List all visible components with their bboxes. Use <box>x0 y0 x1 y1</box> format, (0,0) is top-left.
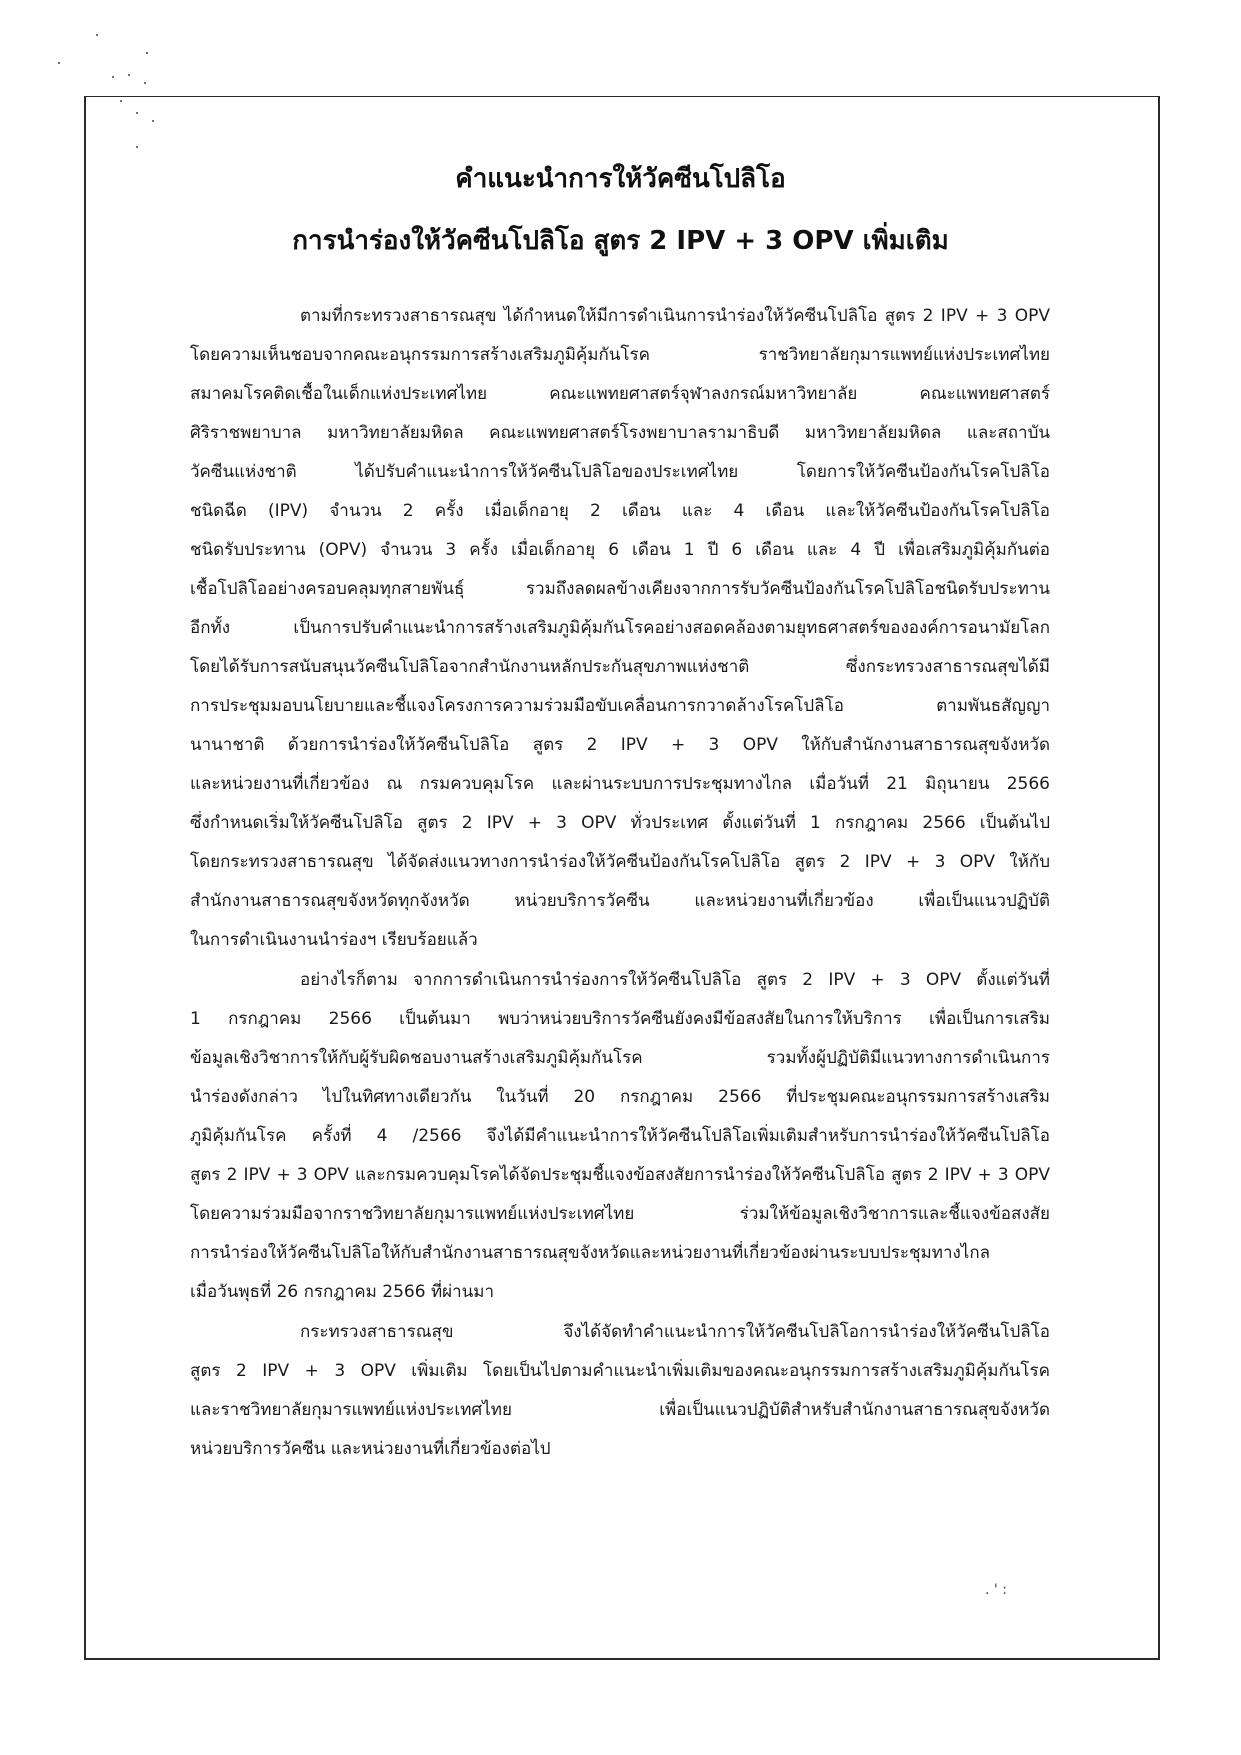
paragraph-2-line: โดยความร่วมมือจากราชวิทยาลัยกุมารแพทย์แห่งประเทศไทย ร่วมให้ข้อมูลเชิงวิชาการและชี้แจงข้อสงสัย <box>190 1204 1050 1224</box>
page-border <box>84 96 1160 1660</box>
paragraph-2-line: อย่างไรก็ตาม จากการดำเนินการนำร่องการให้วัคซีนโปลิโอ สูตร 2 IPV + 3 OPV ตั้งแต่วันที่ <box>300 970 1050 990</box>
paragraph-3-line: หน่วยบริการวัคซีน และหน่วยงานที่เกี่ยวข้องต่อไป <box>190 1439 551 1459</box>
scan-speck <box>58 62 60 64</box>
scan-speck <box>144 82 146 84</box>
paragraph-2-line: ภูมิคุ้มกันโรค ครั้งที่ 4 /2566 จึงได้มีคำแนะนำการให้วัคซีนโปลิโอเพิ่มเติมสำหรับการนำร่องให้วัคซีนโปลิโอ <box>190 1126 1050 1146</box>
paragraph-2-line: 1 กรกฎาคม 2566 เป็นต้นมา พบว่าหน่วยบริการวัคซีนยังคงมีข้อสงสัยในการให้บริการ เพื่อเป็นการเสริม <box>190 1009 1050 1029</box>
paragraph-2-line: การนำร่องให้วัคซีนโปลิโอให้กับสำนักงานสาธารณสุขจังหวัดและหน่วยงานที่เกี่ยวข้องผ่านระบบประชุมทางไกล <box>190 1243 991 1263</box>
paragraph-1-line: นานาชาติ ด้วยการนำร่องให้วัคซีนโปลิโอ สูตร 2 IPV + 3 OPV ให้กับสำนักงานสาธารณสุขจังหวัด <box>190 735 1050 755</box>
paragraph-1-line: การประชุมมอบนโยบายและชี้แจงโครงการความร่วมมือขับเคลื่อนการกวาดล้างโรคโปลิโอ ตามพันธสัญญา <box>190 696 1050 716</box>
paragraph-1-line: อีกทั้ง เป็นการปรับคำแนะนำการสร้างเสริมภูมิคุ้มกันโรคอย่างสอดคล้องตามยุทธศาสตร์ขององค์การอนามัยโลก <box>190 618 1050 638</box>
paragraph-1-line: ศิริราชพยาบาล มหาวิทยาลัยมหิดล คณะแพทยศาสตร์โรงพยาบาลรามาธิบดี มหาวิทยาลัยมหิดล และสถาบัน <box>190 423 1050 443</box>
paragraph-1-line: และหน่วยงานที่เกี่ยวข้อง ณ กรมควบคุมโรค และผ่านระบบการประชุมทางไกล เมื่อวันที่ 21 มิถุนายน 2566 <box>190 774 1050 794</box>
document-title: คำแนะนำการให้วัคซีนโปลิโอ <box>455 164 786 194</box>
scan-speck <box>120 100 122 102</box>
paragraph-2-line: ข้อมูลเชิงวิชาการให้กับผู้รับผิดชอบงานสร้างเสริมภูมิคุ้มกันโรค รวมทั้งผู้ปฏิบัติมีแนวทางการดำเนินการ <box>190 1048 1050 1068</box>
scan-speck <box>96 34 98 36</box>
paragraph-3-line: กระทรวงสาธารณสุข จึงได้จัดทำคำแนะนำการให้วัคซีนโปลิโอการนำร่องให้วัคซีนโปลิโอ <box>300 1322 1050 1342</box>
scan-speck <box>136 112 138 114</box>
paragraph-1-line: สำนักงานสาธารณสุขจังหวัดทุกจังหวัด หน่วยบริการวัคซีน และหน่วยงานที่เกี่ยวข้อง เพื่อเป็นแนวปฏิบัติ <box>190 891 1050 911</box>
paragraph-2-line: เมื่อวันพุธที่ 26 กรกฎาคม 2566 ที่ผ่านมา <box>190 1282 495 1302</box>
paragraph-1-line: ตามที่กระทรวงสาธารณสุข ได้กำหนดให้มีการดำเนินการนำร่องให้วัคซีนโปลิโอ สูตร 2 IPV + 3 OPV <box>300 306 1050 326</box>
scan-speck <box>112 76 114 78</box>
paragraph-1-line: ซึ่งกำหนดเริ่มให้วัคซีนโปลิโอ สูตร 2 IPV + 3 OPV ทั่วประเทศ ตั้งแต่วันที่ 1 กรกฎาคม 2566 เป็นต้นไป <box>190 813 1050 833</box>
page-mark: . ' : <box>985 1582 1007 1598</box>
paragraph-2-line: สูตร 2 IPV + 3 OPV และกรมควบคุมโรคได้จัดประชุมชี้แจงข้อสงสัยการนำร่องให้วัคซีนโปลิโอ สูตร 2 IPV + 3 OPV <box>190 1165 1050 1185</box>
paragraph-3-line: สูตร 2 IPV + 3 OPV เพิ่มเติม โดยเป็นไปตามคำแนะนำเพิ่มเติมของคณะอนุกรรมการสร้างเสริมภูมิคุ้มกันโรค <box>190 1361 1050 1381</box>
paragraph-2-line: นำร่องดังกล่าว ไปในทิศทางเดียวกัน ในวันที่ 20 กรกฎาคม 2566 ที่ประชุมคณะอนุกรรมการสร้างเสริม <box>190 1087 1050 1107</box>
paragraph-1-line: โดยความเห็นชอบจากคณะอนุกรรมการสร้างเสริมภูมิคุ้มกันโรค ราชวิทยาลัยกุมารแพทย์แห่งประเทศไทย <box>190 345 1050 365</box>
paragraph-1-line: ชนิดรับประทาน (OPV) จำนวน 3 ครั้ง เมื่อเด็กอายุ 6 เดือน 1 ปี 6 เดือน และ 4 ปี เพื่อเสริมภูมิคุ้มกันต่อ <box>190 540 1050 560</box>
paragraph-1-line: วัคซีนแห่งชาติ ได้ปรับคำแนะนำการให้วัคซีนโปลิโอของประเทศไทย โดยการให้วัคซีนป้องกันโรคโปลิโอ <box>190 462 1050 482</box>
paragraph-1-line: สมาคมโรคติดเชื้อในเด็กแห่งประเทศไทย คณะแพทยศาสตร์จุฬาลงกรณ์มหาวิทยาลัย คณะแพทยศาสตร์ <box>190 384 1050 404</box>
paragraph-1-line: ชนิดฉีด (IPV) จำนวน 2 ครั้ง เมื่อเด็กอายุ 2 เดือน และ 4 เดือน และให้วัคซีนป้องกันโรคโปลิโอ <box>190 501 1050 521</box>
scan-speck <box>128 74 130 76</box>
paragraph-1-line: เชื้อโปลิโออย่างครอบคลุมทุกสายพันธุ์ รวมถึงลดผลข้างเคียงจากการรับวัคซีนป้องกันโรคโปลิโอชนิดรับประทาน <box>190 579 1050 599</box>
paragraph-3-line: และราชวิทยาลัยกุมารแพทย์แห่งประเทศไทย เพื่อเป็นแนวปฏิบัติสำหรับสำนักงานสาธารณสุขจังหวัด <box>190 1400 1050 1420</box>
scan-speck <box>152 120 154 122</box>
paragraph-1-line: โดยกระทรวงสาธารณสุข ได้จัดส่งแนวทางการนำร่องให้วัคซีนป้องกันโรคโปลิโอ สูตร 2 IPV + 3 OPV ให้กับ <box>190 852 1050 872</box>
document-subtitle: การนำร่องให้วัคซีนโปลิโอ สูตร 2 IPV + 3 OPV เพิ่มเติม <box>292 226 949 256</box>
scan-speck <box>136 146 138 148</box>
paragraph-1-line: ในการดำเนินงานนำร่องฯ เรียบร้อยแล้ว <box>190 930 478 950</box>
scan-speck <box>146 52 148 54</box>
paragraph-1-line: โดยได้รับการสนับสนุนวัคซีนโปลิโอจากสำนักงานหลักประกันสุขภาพแห่งชาติ ซึ่งกระทรวงสาธารณสุขได้มี <box>190 657 1050 677</box>
